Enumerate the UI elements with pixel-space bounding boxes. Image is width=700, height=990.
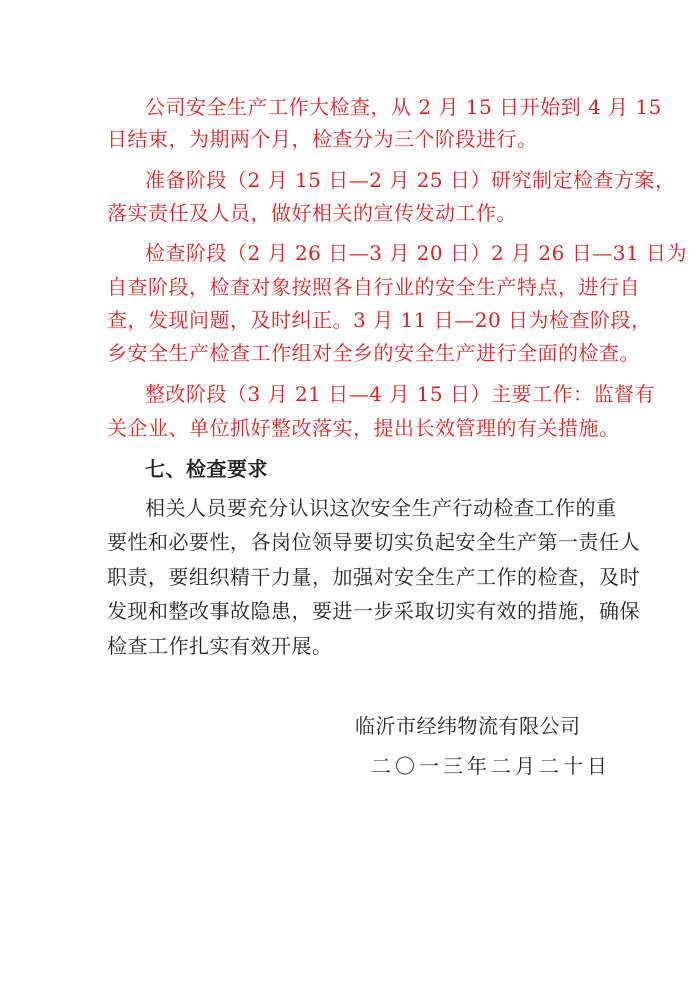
- requirements-line-3: 职责，要组织精干力量，加强对安全生产工作的检查，及时: [107, 565, 640, 589]
- signature-company: 临沂市经纬物流有限公司: [355, 714, 581, 738]
- paragraph-1-line-2: 日结束，为期两个月，检查分为三个阶段进行。: [107, 127, 538, 151]
- requirements-line-1: 相关人员要充分认识这次安全生产行动检查工作的重: [145, 496, 617, 520]
- signature-date: 二〇一三年二月二十日: [371, 754, 611, 778]
- paragraph-4-line-1: 整改阶段（3 月 21 日—4 月 15 日）主要工作：监督有: [145, 382, 655, 406]
- section-heading: 七、检查要求: [145, 457, 268, 481]
- requirements-line-4: 发现和整改事故隐患，要进一步采取切实有效的措施，确保: [107, 599, 640, 623]
- paragraph-3-line-3: 查，发现问题，及时纠正。3 月 11 日—20 日为检查阶段，: [107, 308, 652, 332]
- requirements-line-5: 检查工作扎实有效开展。: [107, 634, 333, 658]
- paragraph-3-line-2: 自查阶段，检查对象按照各自行业的安全生产特点，进行自: [107, 275, 640, 299]
- paragraph-3-line-1: 检查阶段（2 月 26 日—3 月 20 日）2 月 26 日—31 日为: [145, 241, 688, 265]
- paragraph-1-line-1: 公司安全生产工作大检查，从 2 月 15 日开始到 4 月 15: [145, 95, 662, 119]
- paragraph-2-line-2: 落实责任及人员，做好相关的宣传发动工作。: [107, 201, 517, 225]
- paragraph-4-line-2: 关企业、单位抓好整改落实，提出长效管理的有关措施。: [107, 416, 620, 440]
- paragraph-2-line-1: 准备阶段（2 月 15 日—2 月 25 日）研究制定检查方案，: [145, 168, 676, 192]
- paragraph-3-line-4: 乡安全生产检查工作组对全乡的安全生产进行全面的检查。: [107, 341, 640, 365]
- requirements-line-2: 要性和必要性，各岗位领导要切实负起安全生产第一责任人: [107, 530, 640, 554]
